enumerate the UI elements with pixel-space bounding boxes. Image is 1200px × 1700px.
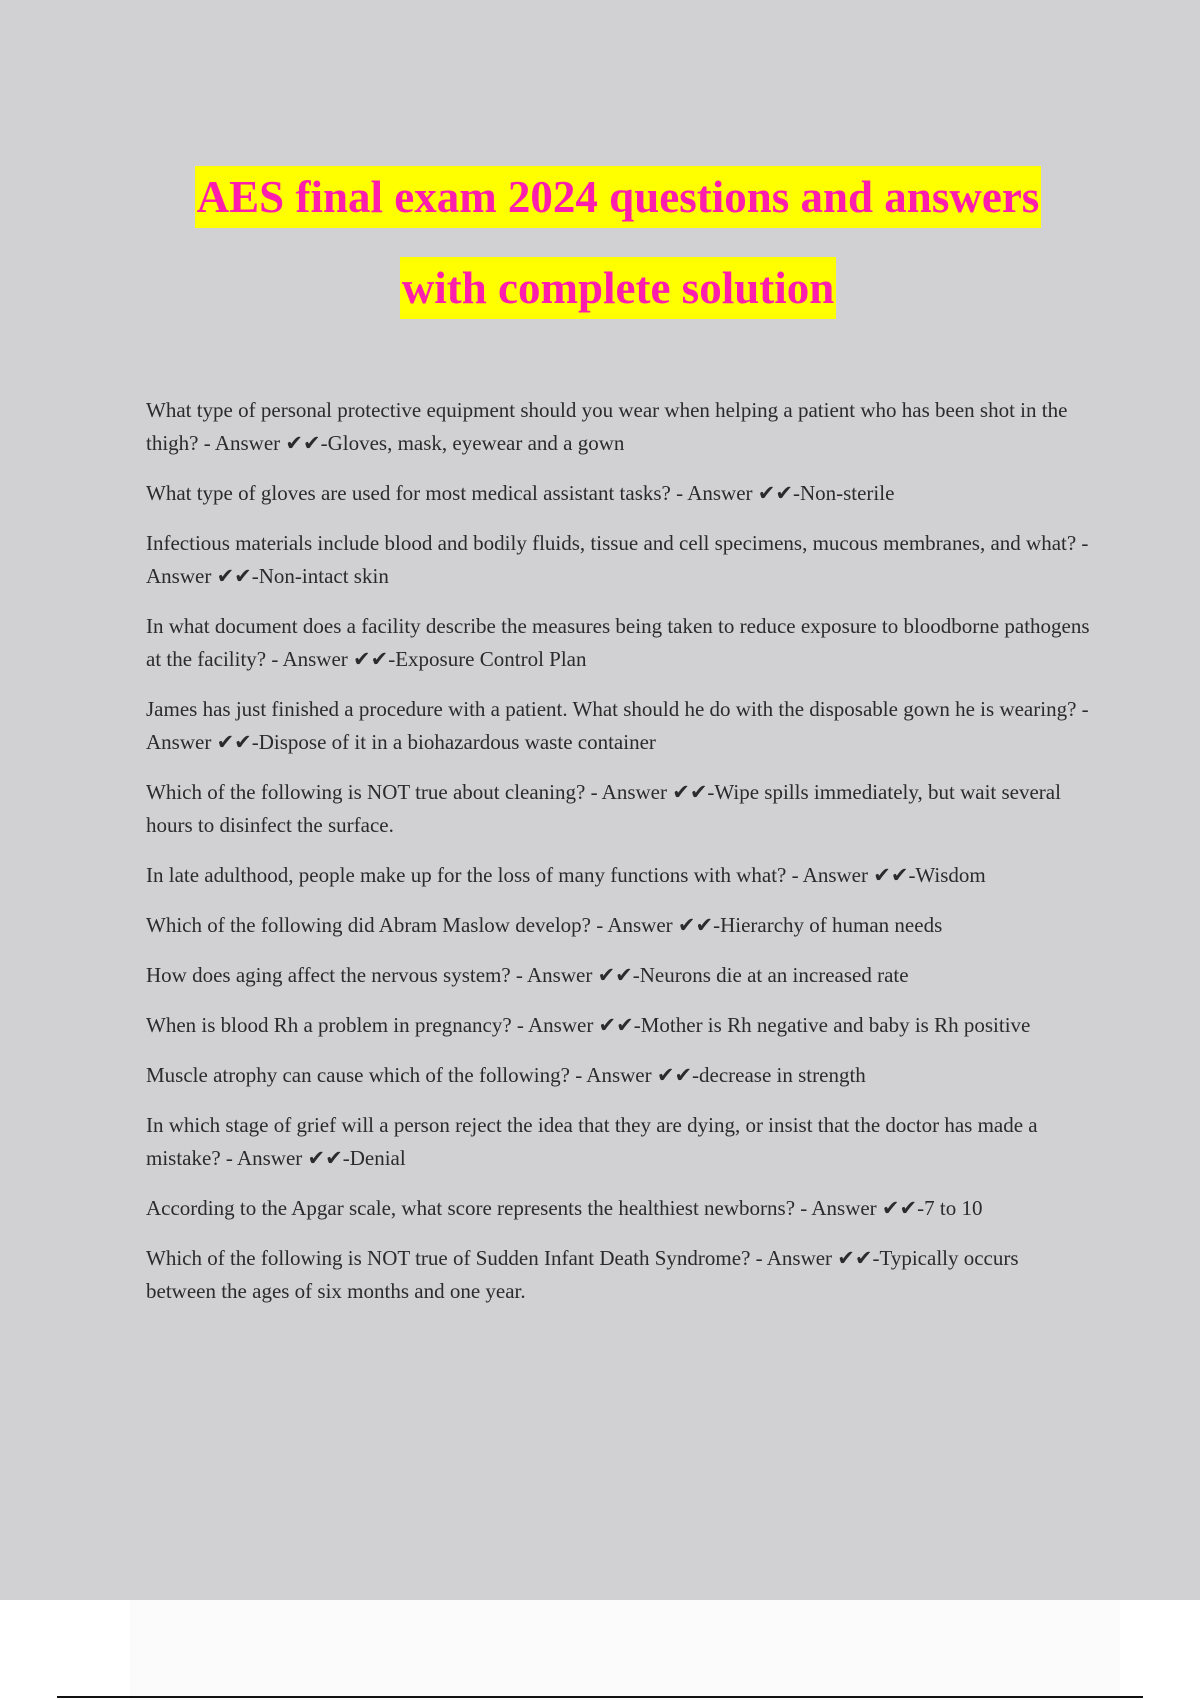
qa-item: How does aging affect the nervous system? - Answer ✔✔-Neurons die at an increased rate [146,963,909,987]
qa-item: When is blood Rh a problem in pregnancy? - Answer ✔✔-Mother is Rh negative and baby is Rh positive [146,1013,1031,1037]
document-title [0,166,1200,319]
title-line-1: AES final exam 2024 questions and answers [195,166,1042,228]
qa-item: What type of gloves are used for most medical assistant tasks? - Answer ✔✔-Non-sterile [146,481,895,505]
qa-item: According to the Apgar scale, what score represents the healthiest newborns? - Answer ✔✔-7 to 10 [146,1196,983,1220]
qa-list [146,394,1092,1325]
qa-item: What type of personal protective equipment should you wear when helping a patient who has been shot in the thigh? - Answer ✔✔-Gloves, mask, eyewear and a gown [146,398,1068,455]
qa-item: In which stage of grief will a person reject the idea that they are dying, or insist that the doctor has made a mistake? - Answer ✔✔-Denial [146,1113,1038,1170]
qa-item: Muscle atrophy can cause which of the following? - Answer ✔✔-decrease in strength [146,1063,866,1087]
qa-item: Infectious materials include blood and bodily fluids, tissue and cell specimens, mucous membranes, and what? - Answer ✔✔-Non-intact skin [146,531,1089,588]
qa-item: James has just finished a procedure with a patient. What should he do with the disposable gown he is wearing? - Answer ✔✔-Dispose of it in a biohazardous waste container [146,697,1089,754]
page-bottom-area [130,1600,1120,1700]
title-line-2: with complete solution [400,257,837,319]
footer-divider [57,1696,1143,1698]
qa-item: In what document does a facility describe the measures being taken to reduce exposure to bloodborne pathogens at the facility? - Answer ✔✔-Exposure Control Plan [146,614,1090,671]
qa-item: In late adulthood, people make up for the loss of many functions with what? - Answer ✔✔-Wisdom [146,863,986,887]
qa-item: Which of the following is NOT true of Sudden Infant Death Syndrome? - Answer ✔✔-Typically occurs between the ages of six months and one year. [146,1246,1019,1303]
qa-item: Which of the following did Abram Maslow develop? - Answer ✔✔-Hierarchy of human needs [146,913,943,937]
qa-item: Which of the following is NOT true about cleaning? - Answer ✔✔-Wipe spills immediately, but wait several hours to disinfect the surface. [146,780,1061,837]
